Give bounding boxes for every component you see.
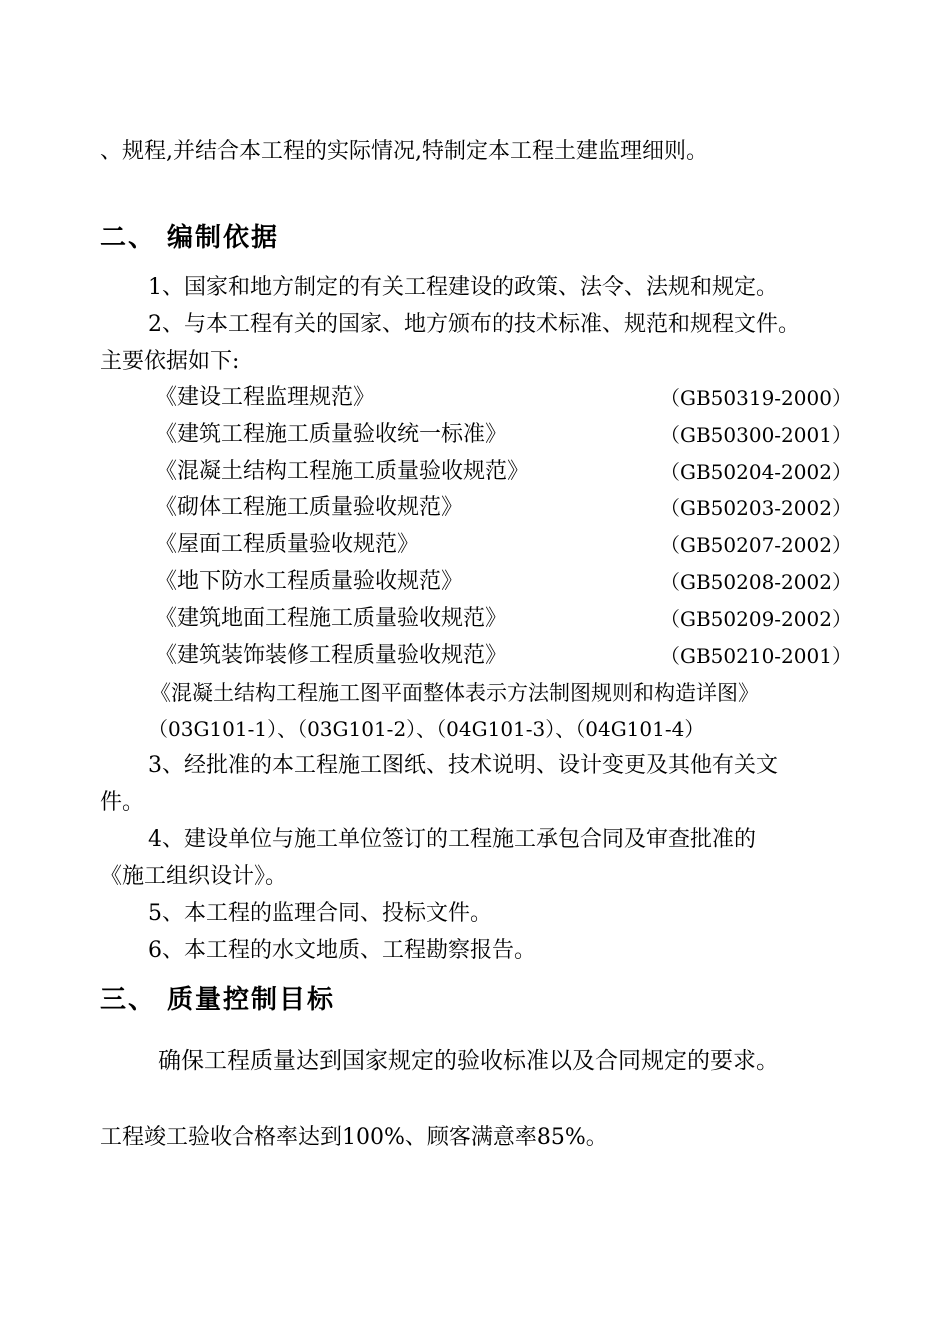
acceptance-rate-paragraph: 工程竣工验收合格率达到100%、顾客满意率85%。 — [100, 1125, 608, 1150]
basis-item-3: 3、经批准的本工程施工图纸、技术说明、设计变更及其他有关文 — [148, 753, 778, 778]
intro-tail-text: 、规程,并结合本工程的实际情况,特制定本工程土建监理细则。 — [100, 139, 708, 164]
reference-code: （GB50208-2002） — [660, 570, 852, 594]
reference-title: 《砌体工程施工质量验收规范》 — [155, 495, 464, 520]
basis-item-4: 4、建设单位与施工单位签订的工程施工承包合同及审查批准的 — [148, 827, 756, 852]
basis-item-1: 1、国家和地方制定的有关工程建设的政策、法令、法规和规定。 — [148, 275, 778, 300]
reference-title: 《建设工程监理规范》 — [155, 385, 376, 410]
reference-title: 《建筑装饰装修工程质量验收规范》 — [155, 643, 508, 668]
reference-code: （GB50319-2000） — [660, 386, 852, 410]
section-3-heading: 三、 质量控制目标 — [100, 985, 336, 1015]
reference-code: （GB50203-2002） — [660, 496, 852, 520]
reference-title: 《建筑地面工程施工质量验收规范》 — [155, 606, 508, 631]
reference-code: （GB50210-2001） — [660, 644, 852, 668]
drawing-rules-title: 《混凝土结构工程施工图平面整体表示方法制图规则和构造详图》 — [150, 681, 759, 705]
quality-goal-paragraph: 确保工程质量达到国家规定的验收标准以及合同规定的要求。 — [158, 1048, 779, 1074]
basis-item-4-continuation: 《施工组织设计》。 — [100, 864, 288, 889]
reference-code: （GB50300-2001） — [660, 423, 852, 447]
basis-item-5: 5、本工程的监理合同、投标文件。 — [148, 901, 492, 926]
reference-code: （GB50209-2002） — [660, 607, 852, 631]
basis-item-3-continuation: 件。 — [100, 790, 145, 815]
reference-title: 《建筑工程施工质量验收统一标准》 — [155, 422, 508, 447]
section-2-heading: 二、 编制依据 — [100, 223, 280, 253]
reference-title: 《屋面工程质量验收规范》 — [155, 532, 420, 557]
basis-item-2-continuation: 主要依据如下: — [100, 349, 240, 374]
drawing-rules-codes: （03G101-1）、（03G101-2）、（04G101-3）、（04G101-4） — [148, 717, 705, 741]
reference-code: （GB50207-2002） — [660, 533, 852, 557]
reference-title: 《混凝土结构工程施工质量验收规范》 — [155, 459, 530, 484]
reference-title: 《地下防水工程质量验收规范》 — [155, 569, 464, 594]
reference-code: （GB50204-2002） — [660, 460, 852, 484]
basis-item-2: 2、与本工程有关的国家、地方颁布的技术标准、规范和规程文件。 — [148, 312, 800, 337]
basis-item-6: 6、本工程的水文地质、工程勘察报告。 — [148, 938, 536, 963]
